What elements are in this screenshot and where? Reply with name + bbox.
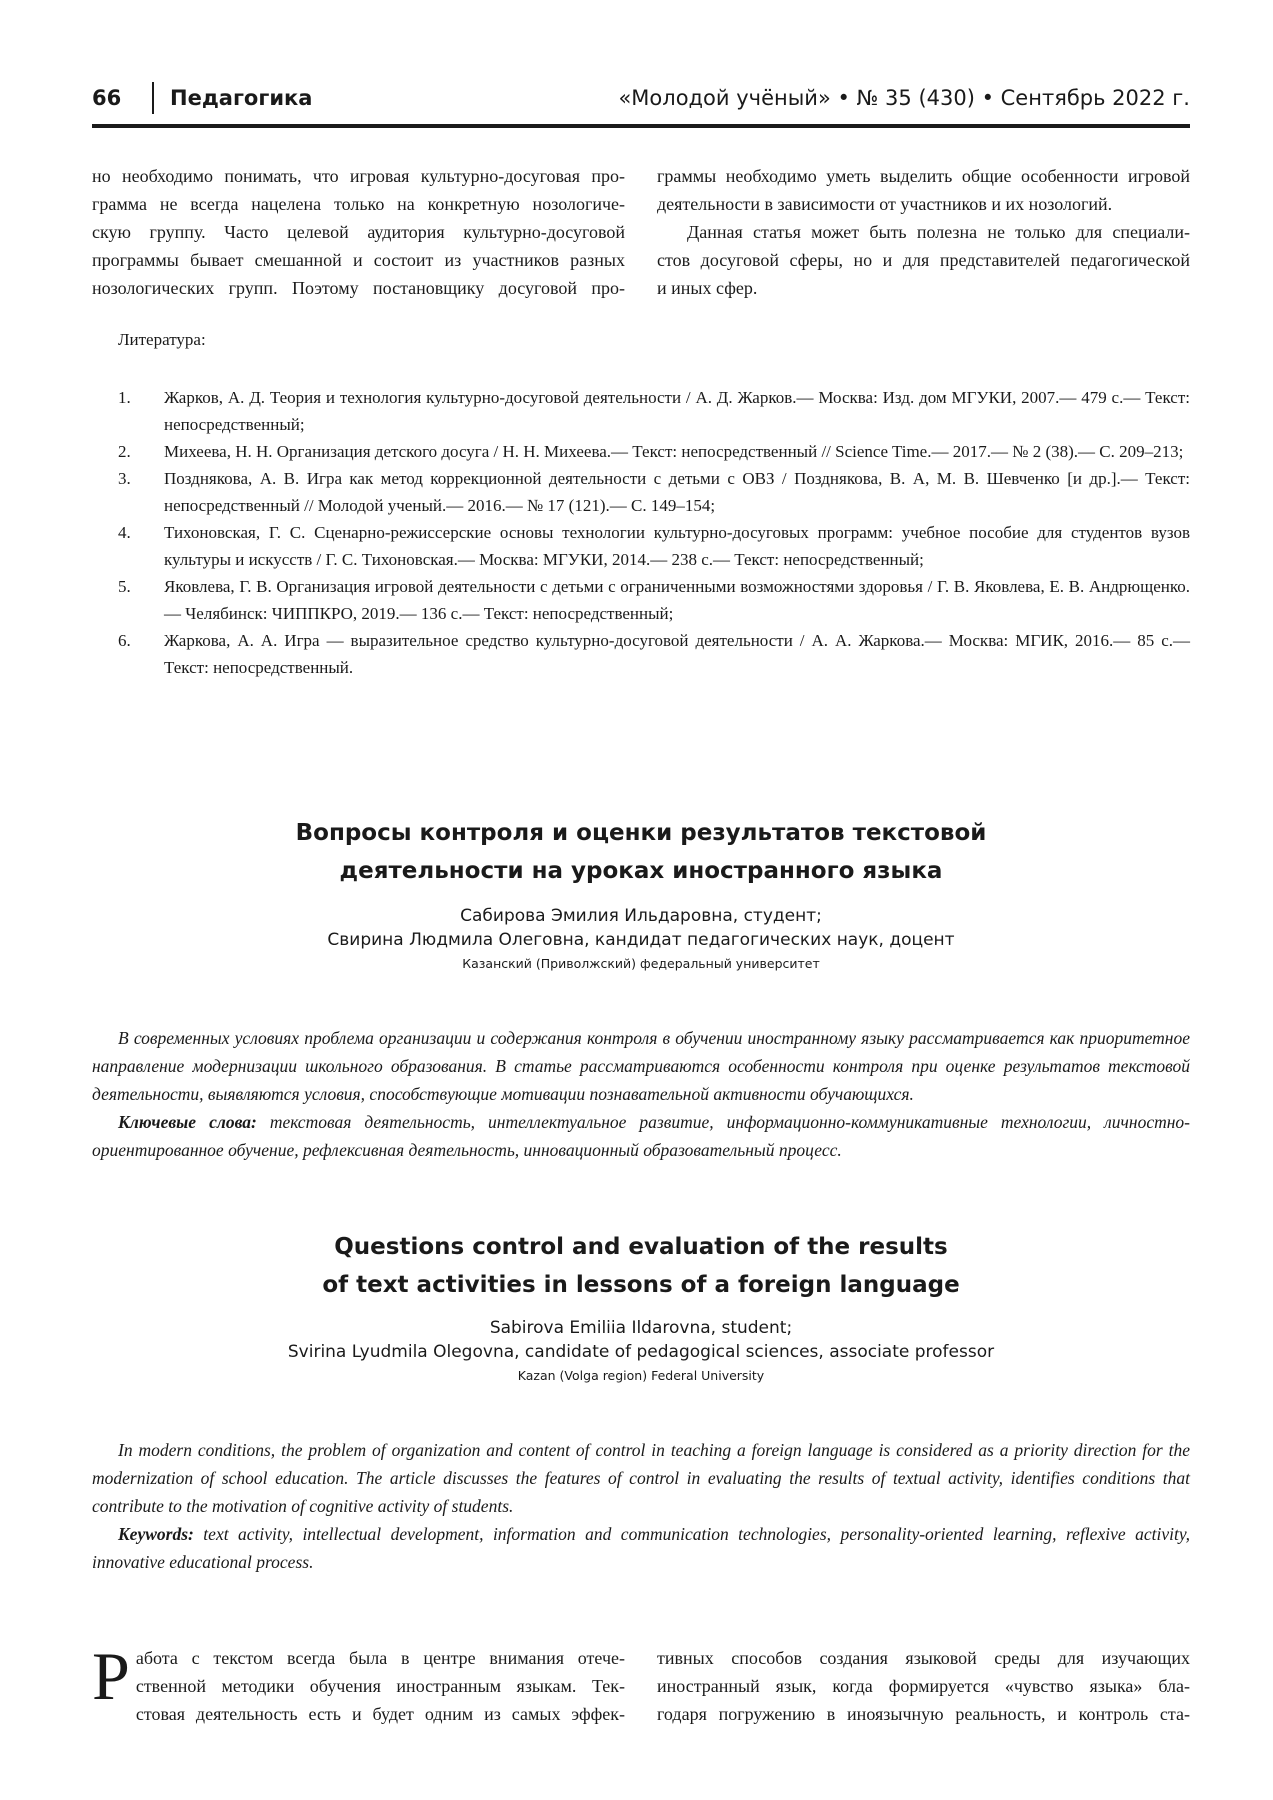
reference-list	[118, 384, 1190, 681]
text-line: граммы необходимо уметь выделить общие особенности игровой	[657, 166, 1190, 186]
text-line: но необходимо понимать, что игровая культурно-досуговая про-	[92, 166, 625, 186]
journal-info: «Молодой учёный» • № 35 (430) • Сентябрь 2022 г.	[618, 86, 1190, 110]
affiliation-en: Kazan (Volga region) Federal University	[517, 1368, 765, 1383]
reference-item	[118, 465, 1190, 519]
reference-text: Жаркова, А. А. Игра — выразительное средство культурно-досуговой деятельности / А. А. Жаркова.— Москва: МГИК, 2016.— 85 с.— Текст: непосредственный.	[164, 631, 1190, 677]
reference-item	[118, 573, 1190, 627]
text-line: абота с текстом всегда была в центре внимания отече-	[135, 1648, 625, 1668]
reference-number: 2.	[118, 442, 131, 461]
article-title-en	[92, 1228, 1190, 1304]
body-left-column	[92, 1638, 625, 1728]
text-line: стов досуговой сферы, но и для представителей педагогической	[657, 250, 1190, 270]
top-left-column	[92, 162, 625, 302]
reference-item	[118, 519, 1190, 573]
text-line: деятельности в зависимости от участников и их нозологий.	[657, 194, 1113, 214]
text-line: грамма не всегда нацелена только на конкретную нозологиче-	[92, 194, 625, 214]
reference-text: Жарков, А. Д. Теория и технология культурно-досуговой деятельности / А. Д. Жарков.— Москва: Изд. дом МГУКИ, 2007.— 479 с.— Текст: непосредственный;	[164, 388, 1190, 434]
reference-number: 6.	[118, 631, 131, 650]
keywords-label: Ключевые слова:	[118, 1112, 257, 1132]
reference-number: 1.	[118, 388, 131, 407]
reference-text: Яковлева, Г. В. Организация игровой деятельности с детьми с ограниченными возможностями здоровья / Г. В. Яковлева, Е. В. Андрющенко.— Челябинск: ЧИППКРО, 2019.— 136 с.— Текст: непосредственный;	[164, 577, 1190, 623]
abstract-ru	[92, 1024, 1190, 1164]
header-rule	[92, 124, 1190, 128]
reference-item	[118, 384, 1190, 438]
page-number: 66	[92, 86, 122, 110]
abstract-en	[92, 1436, 1190, 1576]
text-line: и иных сфер.	[657, 278, 758, 298]
reference-number: 5.	[118, 577, 131, 596]
keywords-paragraph	[92, 1108, 1190, 1164]
title-line: of text activities in lessons of a foreign language	[322, 1272, 960, 1298]
reference-number: 3.	[118, 469, 131, 488]
reference-text: Тихоновская, Г. С. Сценарно-режиссерские основы технологии культурно-досуговых программ: учебное пособие для студентов вузов культуры и искусств / Г. С. Тихоновская.— Москва: МГУКИ, 2014.— 238 с.— Текст: непосредственный;	[164, 523, 1190, 569]
top-right-column	[657, 162, 1190, 302]
text-line: программы бывает смешанной и состоит из участников разных	[92, 250, 625, 270]
author-line: Сабирова Эмилия Ильдаровна, студент;	[460, 906, 822, 926]
drop-cap: Р	[92, 1638, 130, 1714]
text-line: тивных способов создания языковой среды для изучающих	[657, 1648, 1190, 1668]
authors-en	[92, 1316, 1190, 1364]
running-header	[92, 86, 1190, 122]
text-line: стовая деятельность есть и будет одним из самых эффек-	[135, 1704, 625, 1724]
reference-item	[118, 438, 1190, 465]
text-line: нозологических групп. Поэтому постановщику досуговой про-	[92, 278, 625, 298]
text-line: ственной методики обучения иностранным языкам. Тек-	[135, 1676, 625, 1696]
author-line: Sabirova Emiliia Ildarovna, student;	[489, 1318, 793, 1338]
reference-text: Михеева, Н. Н. Организация детского досуга / Н. Н. Михеева.— Текст: непосредственный // Science Time.— 2017.— № 2 (38).— С. 209–213;	[164, 442, 1184, 461]
authors-ru	[92, 904, 1190, 952]
text-line: иностранный язык, когда формируется «чувство языка» бла-	[657, 1676, 1190, 1696]
keywords-label: Keywords:	[118, 1524, 194, 1544]
header-divider	[152, 82, 154, 114]
abstract-text: В современных условиях проблема организации и содержания контроля в обучении иностранному языку рассматривается как приоритетное направление модернизации школьного образования. В статье рассматриваются особенности контроля при оценке результатов текстовой деятельности, выявляются условия, способствующие мотивации познавательной активности обучающихся.	[92, 1028, 1190, 1104]
author-line: Svirina Lyudmila Olegovna, candidate of pedagogical sciences, associate professor	[287, 1342, 995, 1362]
keywords-paragraph	[92, 1520, 1190, 1576]
reference-number: 4.	[118, 523, 131, 542]
author-line: Свирина Людмила Олеговна, кандидат педагогических наук, доцент	[327, 930, 955, 950]
abstract-text: In modern conditions, the problem of organization and content of control in teaching a foreign language is considered as a priority direction for the modernization of school education. The article discusses the features of control in evaluating the results of textual activity, identifies conditions that contribute to the motivation of cognitive activity of students.	[92, 1440, 1190, 1516]
article-title-ru	[92, 814, 1190, 890]
reference-text: Позднякова, А. В. Игра как метод коррекционной деятельности с детьми с ОВЗ / Позднякова, В. А, М. В. Шевченко [и др.].— Текст: непосредственный // Молодой ученый.— 2016.— № 17 (121).— С. 149–154;	[164, 469, 1190, 515]
keywords-text: текстовая деятельность, интеллектуальное развитие, информационно-коммуникативные технологии, личностно-ориентированное обучение, рефлексивная деятельность, инновационный образовательный процесс.	[92, 1112, 1190, 1160]
text-line: годаря погружению в иноязычную реальность, и контроль ста-	[657, 1704, 1190, 1724]
title-line: деятельности на уроках иностранного языка	[339, 858, 943, 884]
affiliation-ru: Казанский (Приволжский) федеральный университет	[462, 956, 820, 971]
body-right-column	[657, 1644, 1190, 1728]
literature-heading: Литература:	[118, 330, 206, 349]
section-name: Педагогика	[170, 86, 313, 110]
keywords-text: text activity, intellectual development, information and communication technologies, personality-oriented learning, reflexive activity, innovative educational process.	[92, 1524, 1190, 1572]
reference-item	[118, 627, 1190, 681]
title-line: Вопросы контроля и оценки результатов текстовой	[295, 820, 987, 846]
text-line: скую группу. Часто целевой аудитория культурно-досуговой	[92, 222, 625, 242]
title-line: Questions control and evaluation of the results	[334, 1234, 948, 1260]
text-line: Данная статья может быть полезна не только для специали-	[687, 222, 1190, 242]
